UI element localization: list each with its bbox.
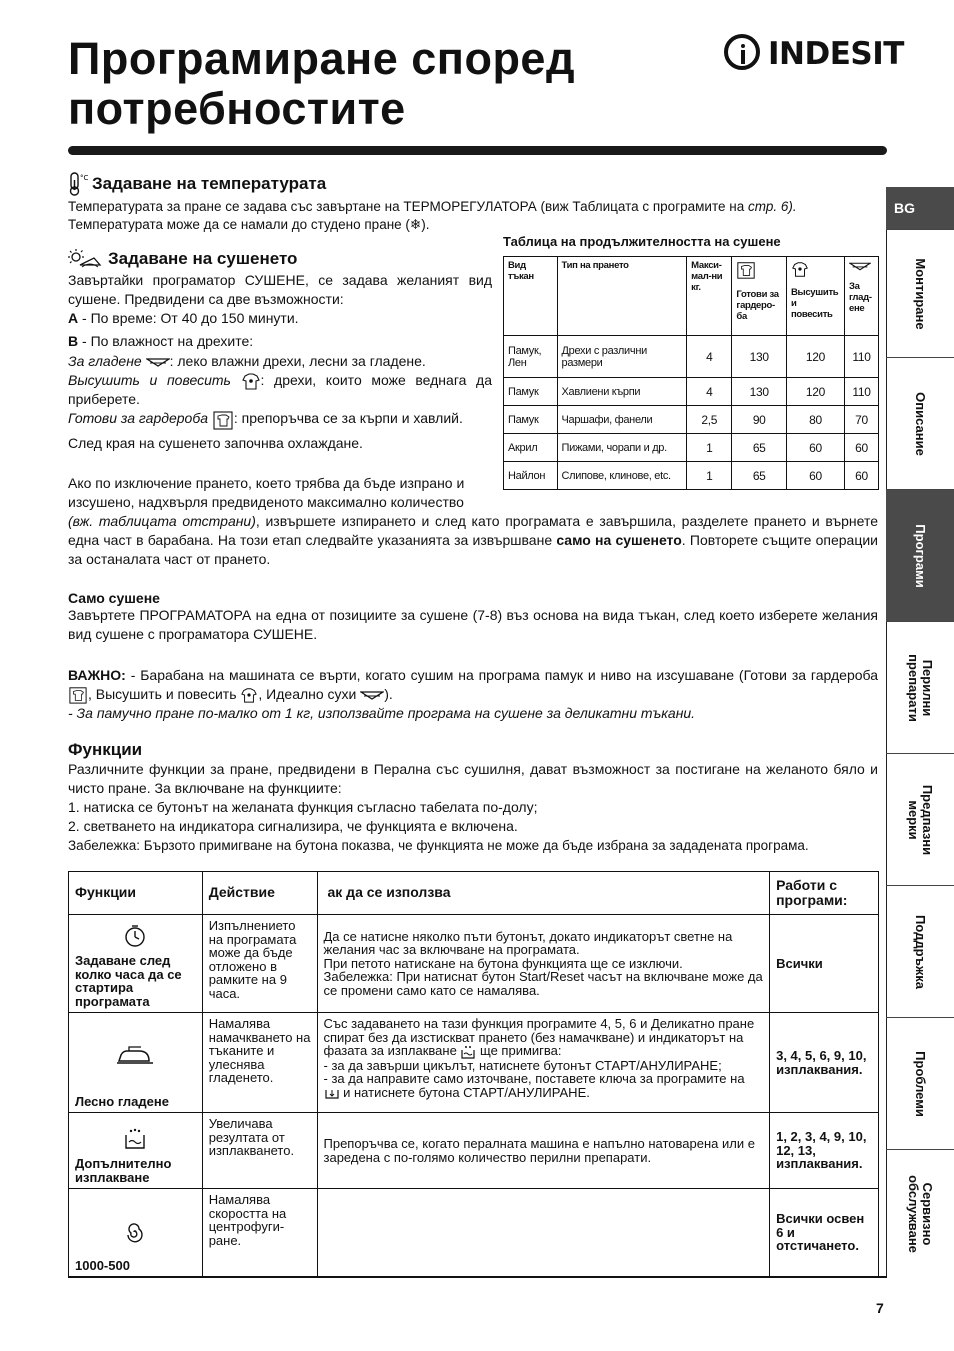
shirt-hang-icon <box>791 260 809 278</box>
functions-section <box>68 740 878 855</box>
rinse-phase-icon <box>460 1045 476 1059</box>
functions-table <box>68 871 879 1277</box>
temperature-section <box>68 172 878 234</box>
snowflake-icon: ❄ <box>409 217 422 232</box>
tab-perilni-preparati[interactable]: Перилни препарати <box>886 621 954 753</box>
iron-dry-icon <box>849 260 871 272</box>
drain-icon <box>324 1086 340 1100</box>
iron-dry-icon <box>360 689 384 701</box>
functions-table-header: Функции Действие ак да се използва Работи с програми: <box>69 872 879 915</box>
footer-divider <box>68 1276 887 1278</box>
thermometer-icon <box>68 172 88 196</box>
tab-programi[interactable]: Програми <box>886 489 954 621</box>
drying-heading: Задаване на сушенето <box>108 249 298 268</box>
page-title: Програмиране според потребностите <box>68 33 576 134</box>
page-number: 7 <box>876 1300 884 1316</box>
shirt-hang-icon <box>240 687 258 703</box>
table-row: Акрил Пижами, чорапи и др. 1 65 60 60 <box>504 434 879 462</box>
functions-heading: Функции <box>68 740 143 759</box>
important-note: ВАЖНО: - Барабана на машината се върти, когато сушим на програма памук и ниво на изсушаване (Готови за гардероба , Высушить и повесить , Идеално сухи ). - За памучно пране по-малко от 1 кг, използвайте програма на сушене за деликатни тъкани. <box>68 667 878 722</box>
temperature-heading: Задаване на температурата <box>92 174 327 193</box>
table-row: Памук Хавлиени кърпи 4 130 120 110 <box>504 378 879 406</box>
drying-option-a: А - По време: От 40 до 150 минути. <box>68 310 299 326</box>
shirt-hang-icon <box>241 372 261 390</box>
wardrobe-icon <box>68 686 88 704</box>
table-row: Допълнително изплакване Увеличава резултата от изплакването. Препоръчва се, когато пералната машина е напълно натоварена или е заредена с по-голямо количество перилни препарати. 1, 2, 3, 4, 9, 10, 12, 13, изплаквания. <box>69 1113 879 1189</box>
drying-overload-text: Ако по изключение прането, което трябва да бъде изпрано и изсушено, надхвърля предвиденото максимално количество (вж. таблицата отстрани), извършете изпирането и след като програмата е завършила, разделете прането и върнете една част в барабана. На този етап следвайте указанията за извършване само на сушенето. Повторете същите операции за останалата част от прането. <box>68 475 878 567</box>
tab-opisanie[interactable]: Описание <box>886 357 954 489</box>
drying-intro: Завъртайки програматор СУШЕНЕ, се задава желаният вид сушене. Предвидени са две възможности: <box>68 272 492 307</box>
extra-rinse-icon <box>123 1127 147 1151</box>
wardrobe-icon <box>736 260 756 280</box>
tab-poddrazhka[interactable]: Поддръжка <box>886 885 954 1017</box>
iron-dry-icon <box>146 356 170 368</box>
table-row: Лесно гладене Намалява намачкването на тъканите и улеснява гладенето. Със задаването на тази функция програмите 4, 5, 6 и Деликатно пране спират без да изстискват прането (без намачкване) и индикаторът на фазата за изплакване ще примигва: - за да завърши цикълът, натиснете бутонът СТАРТ/АНУЛИРАНЕ; - за да направите само източване, поставете ключа за програмите на и натиснете бутона СТАРТ/АНУЛИРАНЕ. 3, 4, 5, 6, 9, 10, изплаквания. <box>69 1013 879 1113</box>
only-dry-heading: Само сушене <box>68 590 160 606</box>
functions-note: Забележка: Бързото примигване на бутона показва, че функцията не може да бъде избрана за зададената програма. <box>68 838 809 853</box>
spin-icon <box>124 1221 146 1243</box>
brand-mark-icon <box>724 34 760 70</box>
table-row: Памук Чаршафи, фанели 2,5 90 80 70 <box>504 406 879 434</box>
tab-problemi[interactable]: Проблеми <box>886 1017 954 1149</box>
delay-timer-icon <box>122 924 148 948</box>
drying-sun-icon <box>68 249 102 269</box>
iron-icon <box>115 1045 155 1069</box>
only-dry-section <box>68 590 878 644</box>
drying-hang: Высушить и повесить : дрехи, които може веднага да приберете. <box>68 372 492 408</box>
tab-montirane[interactable]: Монтиране <box>886 229 954 357</box>
only-dry-text: Завъртете ПРОГРАМАТОРА на една от позициите за сушене (7-8) въз основа на вида тъкан, след което изберете желания вид сушене с програматора СУШЕНЕ. <box>68 607 878 642</box>
functions-step-2: 2. светването на индикатора сигнализира, че функцията е включена. <box>68 818 518 834</box>
drying-after: След края на сушенето започнва охлаждане. <box>68 434 363 451</box>
header-divider <box>68 146 887 155</box>
functions-intro: Различните функции за пране, предвидени в Перална със сушилня, дават възможност за постигане на желаното бяло и чисто пране. За включване на функциите: <box>68 761 878 796</box>
table-row: Найлон Слипове, клинове, etc. 1 65 60 60 <box>504 462 879 490</box>
language-tab[interactable]: BG <box>886 187 954 229</box>
table-row: 1000-500 Намалява скоростта на центрофуги-ране. Всички освен 6 и отстичането. <box>69 1189 879 1277</box>
drying-ironing: За гладене : леко влажни дрехи, лесни за гладене. <box>68 353 426 369</box>
tab-predpazni-merki[interactable]: Предпазни мерки <box>886 753 954 885</box>
table-row: Задаване след колко часа да се стартира програмата Изпълнението на програмата може да бъде отложено в рамките на 9 часа. Да се натисне няколко пъти бутонът, докато индикаторът светне на желания час за включване на програмата. При петото натискане на бутона функцията ще се изключи. Забележка: При натиснат бутон Start/Reset часът на включване може да се промени само като се намалява. Всички <box>69 915 879 1013</box>
dry-table <box>503 256 879 490</box>
tab-servizno[interactable]: Сервизно обслужване <box>886 1149 954 1277</box>
sidebar-nav <box>886 187 954 1277</box>
functions-step-1: 1. натиска се бутонът на желаната функция съгласно табелата по-долу; <box>68 799 538 815</box>
drying-wardrobe: Готови за гардероба : препоръчва се за кърпи и хавлий. <box>68 409 498 429</box>
wardrobe-icon <box>212 410 234 430</box>
dry-table-header: Вид тъкан Тип на прането Макси-мал-ни кг. Готови за гардеро-ба Высушить и повесить За глад-ене <box>504 257 879 336</box>
drying-option-b: В - По влажност на дрехите: <box>68 333 254 349</box>
drying-section <box>68 249 498 453</box>
table-row: Памук, Лен Дрехи с различни размери 4 130 120 110 <box>504 336 879 378</box>
dry-table-caption: Таблица на продължителността на сушене <box>503 234 781 249</box>
brand-logo: INDESIT <box>724 34 889 74</box>
temperature-text: Температурата за пране се задава със завъртане на ТЕРМОРЕГУЛАТОРА (виж Таблицата с програмите на стр. 6). Температурата може да се намали до студено пране (❄). <box>68 199 797 232</box>
svg-text:°C: °C <box>80 174 88 182</box>
